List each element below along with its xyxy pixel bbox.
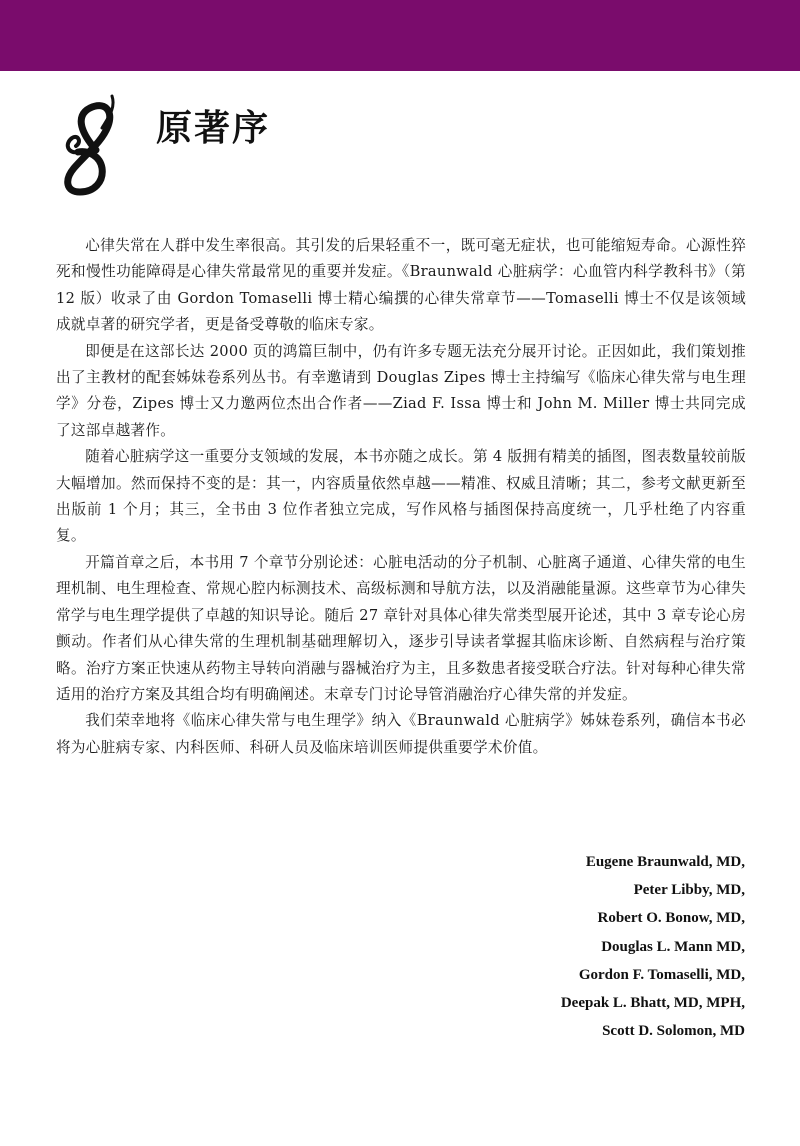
signature-block: [561, 848, 745, 1045]
decorative-swirl-icon: [52, 88, 124, 198]
author-signature: Gordon F. Tomaselli, MD,: [578, 966, 745, 983]
author-signature: Douglas L. Mann MD,: [601, 938, 745, 955]
preface-paragraph: 心律失常在人群中发生率很高。其引发的后果轻重不一，既可毫无症状，也可能缩短寿命。心源性猝死和慢性功能障碍是心律失常最常见的重要并发症。《Braunwald 心脏病学：心血管内科学教科书》（第 12 版）收录了由 Gordon Tomaselli 博士精心编撰的心律失常章节——Tomaselli 博士不仅是该领域成就卓著的研究学者，更是备受尊敬的临床专家。: [56, 237, 746, 334]
author-signature: Robert O. Bonow, MD,: [597, 910, 745, 927]
author-signature: Scott D. Solomon, MD: [602, 1023, 745, 1040]
author-signature: Eugene Braunwald, MD,: [585, 854, 745, 870]
author-signature: Deepak L. Bhatt, MD, MPH,: [560, 995, 745, 1012]
author-signature: Peter Libby, MD,: [633, 882, 745, 899]
preface-paragraph: 即便是在这部长达 2000 页的鸿篇巨制中，仍有许多专题无法充分展开讨论。正因如此，我们策划推出了主教材的配套姊妹卷系列丛书。有幸邀请到 Douglas Zipes 博士主持编写《临床心律失常与电生理学》分卷，Zipes 博士又力邀两位杰出合作者——Ziad F. Issa 博士和 John M. Miller 博士共同完成了这部卓越著作。: [56, 342, 746, 439]
preface-body: [56, 233, 746, 761]
header-color-band: [0, 0, 800, 71]
preface-paragraph: 随着心脏病学这一重要分支领域的发展，本书亦随之成长。第 4 版拥有精美的插图，图表数量较前版大幅增加。然而保持不变的是：其一，内容质量依然卓越——精准、权威且清晰；其二，参考文献更新至出版前 1 个月；其三，全书由 3 位作者独立完成，写作风格与插图保持高度统一，几乎杜绝了内容重复。: [56, 448, 746, 545]
preface-paragraph: 开篇首章之后，本书用 7 个章节分别论述：心脏电活动的分子机制、心脏离子通道、心律失常的电生理机制、电生理检查、常规心腔内标测技术、高级标测和导航方法，以及消融能量源。这些章节为心律失常学与电生理学提供了卓越的知识导论。随后 27 章针对具体心律失常类型展开论述，其中 3 章专论心房颤动。作者们从心律失常的生理机制基础理解切入，逐步引导读者掌握其临床诊断、自然病程与治疗策略。治疗方案正快速从药物主导转向消融与器械治疗为主，且多数患者接受联合疗法。针对每种心律失常适用的治疗方案及其组合均有明确阐述。末章专门讨论导管消融治疗心律失常的并发症。: [56, 553, 746, 703]
page-title: 原著序: [156, 107, 271, 149]
preface-paragraph: 我们荣幸地将《临床心律失常与电生理学》纳入《Braunwald 心脏病学》姊妹卷系列，确信本书必将为心脏病专家、内科医师、科研人员及临床培训医师提供重要学术价值。: [56, 712, 746, 756]
